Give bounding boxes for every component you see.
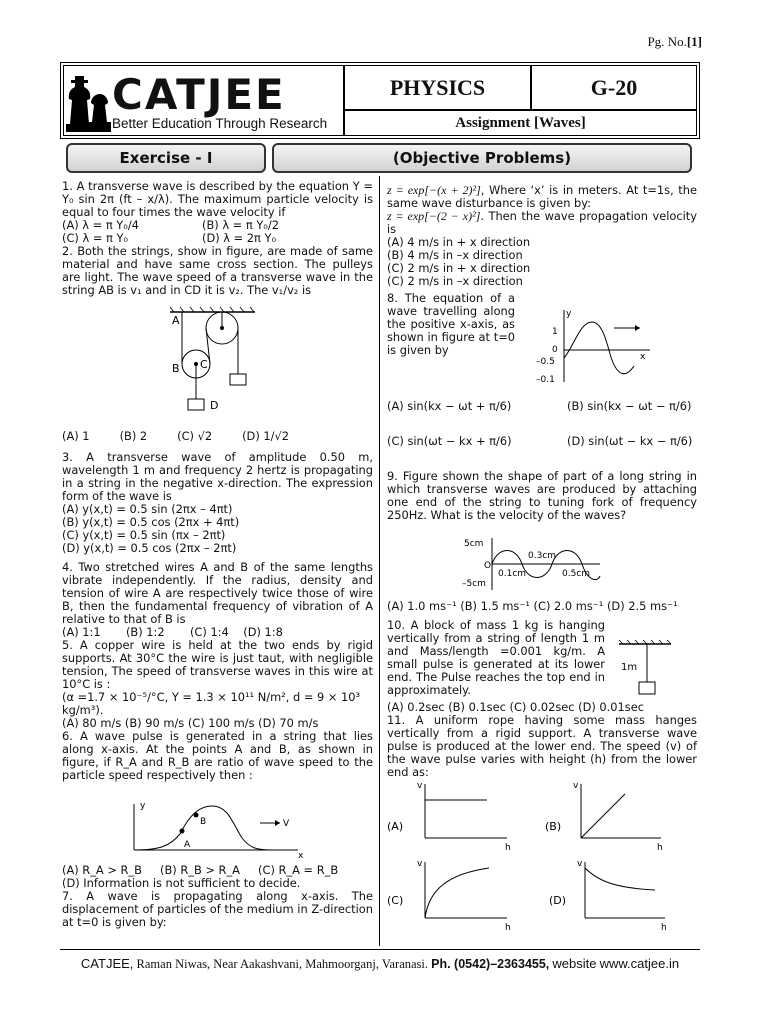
exercise-type: (Objective Problems) (272, 143, 692, 173)
q9-label-03: 0.3cm (528, 551, 557, 561)
footer-website[interactable]: www.catjee.in (599, 956, 680, 971)
q7-text: 7. A wave is propagating along x-axis. The displacement of particles of the medium in Z-direction at t=0 is given by: (62, 889, 373, 929)
q7-option-b: (B) 4 m/s in –x direction (387, 248, 523, 262)
footer-brand: CATJEE, (80, 956, 134, 971)
q7-option-c: (C) 2 m/s in + x direction (387, 261, 531, 275)
page-number (647, 34, 702, 50)
q11-d-v: v (577, 859, 583, 869)
q2-label-a: A (172, 314, 180, 327)
q9-label-5cm: 5cm (464, 539, 484, 549)
page-number-value: [1] (686, 34, 702, 49)
q7-option-d: (C) 2 m/s in –x direction (387, 274, 523, 288)
left-column-bottom (62, 864, 373, 929)
q2-label-b: B (172, 362, 180, 375)
q7-continuation (387, 184, 697, 210)
q8-option-c: (C) sin(ωt − kx + π/6) (387, 434, 512, 448)
q11-d-h: h (661, 923, 667, 933)
q2-option-b: (B) 2 (119, 429, 148, 443)
q8-x-label: x (640, 352, 646, 362)
assignment-title: Assignment [Waves] (455, 115, 586, 131)
q11-a-v: v (417, 781, 423, 791)
header-box (60, 62, 700, 139)
q9-origin: O (484, 561, 492, 571)
q2-option-d: (D) 1/√2 (242, 429, 289, 443)
column-divider (379, 176, 380, 946)
q3-option-c: (C) y(x,t) = 0.5 sin (πx – 2πt) (62, 528, 226, 542)
q8-tick-m01: –0.1 (536, 375, 555, 385)
q7-continuation-b (387, 210, 697, 236)
q8-tick-0: 0 (552, 345, 558, 355)
q6-options: (A) R_A > R_B (B) R_B > R_A (C) R_A = R_B (62, 863, 339, 877)
q8-option-b: (B) sin(kx − ωt − π/6) (567, 399, 692, 413)
q11-b-v: v (573, 781, 579, 791)
q11-graphs (385, 778, 701, 938)
q10-hanging-block (615, 640, 675, 698)
q9-label-m5cm: –5cm (462, 579, 486, 589)
q9-text: 9. Figure shown the shape of part of a long string in which transverse waves are produced by attaching one end of the string to tuning fork of frequency 250Hz. What is the velocity of the waves? (387, 469, 697, 522)
q6-pulse-figure (120, 800, 310, 860)
brand-tagline: Better Education Through Research (112, 116, 328, 131)
q2-label-d: D (210, 399, 219, 412)
footer-phone: Ph. (0542)–2363455, (431, 957, 550, 971)
q3-text: 3. A transverse wave of amplitude 0.50 m, wavelength 1 m and frequency 2 hertz is propagating in a string in the negative x-direction. The expression form of the wave is (62, 450, 373, 503)
q8-tick-m05: –0.5 (536, 357, 555, 367)
q8-options (387, 400, 697, 448)
q6-x-label: x (298, 851, 304, 860)
q8-tick-1: 1 (552, 327, 558, 337)
q1-option-c: (C) λ = π Y₀ (62, 231, 128, 245)
q11-option-c: (C) (387, 894, 404, 907)
q8-wave-graph (530, 306, 660, 386)
q2-text: 2. Both the strings, show in figure, are made of same material and have same cross section. The pulleys are light. The wave speed of a transverse wave in the string AB is v₁ and in CD it is v₂. The v₁/v₂ is (62, 244, 373, 297)
q8-y-label: y (566, 309, 572, 319)
q9-label-05: 0.5cm (562, 569, 591, 579)
q2-pulley-figure (160, 306, 270, 416)
q7-option-a: (A) 4 m/s in + x direction (387, 235, 531, 249)
q6-point-b-label: B (200, 817, 207, 827)
q7-continuation-1: , Where ‘x’ is in meters. At t=1s, the same wave disturbance is given by: (387, 183, 697, 210)
q11-c-v: v (417, 859, 423, 869)
q6-velocity-label: V (283, 819, 290, 829)
q8-text: 8. The equation of a wave travelling along the positive x-axis, as shown in figure at t=0 is given by (387, 291, 515, 357)
footer-address: Raman Niwas, Near Aakashvani, Mahmoorganj, Varanasi. (136, 957, 429, 971)
q11-option-b: (B) (545, 820, 562, 833)
q10-text: 10. A block of mass 1 kg is hanging vertically from a string of length 1 m and Mass/length =0.001 kg/m. A small pulse is generated at its lower end. The Pulse reaches the top end in approximately. (387, 618, 605, 697)
q2-options (62, 430, 373, 443)
q7-continuation-2: . Then the wave propagation velocity is (387, 209, 697, 236)
q3-option-b: (B) y(x,t) = 0.5 cos (2πx + 4πt) (62, 515, 240, 529)
q1-option-d: (D) λ = 2π Y₀ (202, 231, 277, 245)
q11-c-h: h (505, 923, 511, 933)
right-column-q8-options (387, 400, 697, 522)
page-number-label: Pg. No. (647, 34, 687, 49)
footer-website-label: website (552, 956, 597, 971)
q2-option-a: (A) 1 (62, 429, 90, 443)
left-column (62, 180, 373, 297)
q5-options: (A) 80 m/s (B) 90 m/s (C) 100 m/s (D) 70 m/s (62, 716, 319, 730)
right-column-q10-q11 (387, 701, 697, 779)
q9-label-01: 0.1cm (498, 569, 527, 579)
assignment-code: G-20 (532, 66, 696, 111)
q9-options: (A) 1.0 ms⁻¹ (B) 1.5 ms⁻¹ (C) 2.0 ms⁻¹ (D) 2.5 ms⁻¹ (387, 599, 678, 613)
q1-options (62, 219, 373, 245)
subject: PHYSICS (345, 66, 532, 111)
q4-options: (A) 1:1 (B) 1:2 (C) 1:4 (D) 1:8 (62, 625, 283, 639)
q5-text: 5. A copper wire is held at the two ends by rigid supports. At 30°C the wire is just taut, with negligible tension, The speed of transverse waves in this wire at 10°C is : (62, 638, 373, 691)
q7-equation-2: z = exp[−(2 − x)²] (387, 209, 481, 223)
q1-option-a: (A) λ = π Y₀/4 (62, 218, 139, 232)
footer (60, 949, 700, 972)
left-column-lower (62, 430, 373, 782)
q11-b-h: h (657, 843, 663, 853)
logo (64, 66, 345, 135)
q9-string-figure (440, 536, 610, 592)
q11-a-h: h (505, 843, 511, 853)
chess-pieces-icon (66, 72, 112, 134)
q8-option-a: (A) sin(kx − ωt + π/6) (387, 399, 512, 413)
q6-point-a-label: A (184, 840, 191, 850)
q2-option-c: (C) √2 (177, 429, 213, 443)
q11-option-a: (A) (387, 820, 404, 833)
q10-options: (A) 0.2sec (B) 0.1sec (C) 0.02sec (D) 0.01sec (387, 700, 645, 714)
q5-data: (α =1.7 × 10⁻⁵/°C, Y = 1.3 × 10¹¹ N/m², d = 9 × 10³ kg/m³). (62, 690, 361, 717)
q3-option-d: (D) y(x,t) = 0.5 cos (2πx – 2πt) (62, 541, 237, 555)
q1-text: 1. A transverse wave is described by the equation Y = Y₀ sin 2π (ft – x/λ). The maximum particle velocity is equal to four times the wave velocity if (62, 179, 373, 219)
exercise-label: Exercise - I (66, 143, 266, 173)
q6-y-label: y (140, 801, 146, 811)
q7-equation-1: z = exp[−(x + 2)²] (387, 183, 481, 197)
brand-name: CATJEE (112, 70, 286, 119)
q8-option-d: (D) sin(ωt − kx − π/6) (567, 434, 693, 448)
q10-length-label: 1m (621, 662, 638, 673)
q11-option-d: (D) (549, 894, 567, 907)
q3-option-a: (A) y(x,t) = 0.5 sin (2πx – 4πt) (62, 502, 233, 516)
q1-option-b: (B) λ = π Y₀/2 (202, 218, 279, 232)
q11-text: 11. A uniform rope having some mass hanges vertically from a rigid support. A transverse wave pulse is produced at the lower end. The speed (v) of the wave pulse varies with height (h) from the lower end as: (387, 713, 697, 779)
q6-option-d: (D) Information is not sufficient to decide. (62, 876, 301, 890)
q6-text: 6. A wave pulse is generated in a string that lies along x-axis. At the points A and B, as shown in figure, if R_A and R_B are ratio of wave speed to the particle speed respectively then : (62, 729, 373, 782)
q4-text: 4. Two stretched wires A and B of the same lengths vibrate independently. If the radius, density and tension of wire A are respectively twice those of wire B, then the fundamental frequency of vibration of A relative to that of B is (62, 560, 373, 626)
q2-label-c: C (200, 358, 208, 371)
